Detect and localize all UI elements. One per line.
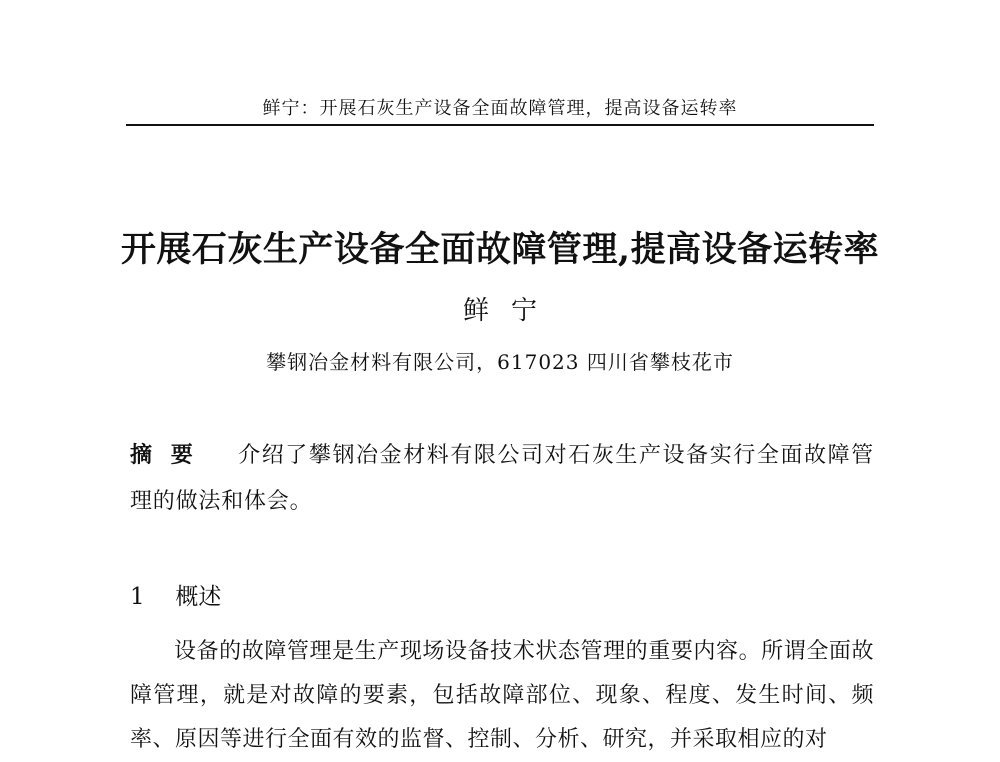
paper-title: 开展石灰生产设备全面故障管理,提高设备运转率 (120, 229, 880, 270)
abstract-text: 介绍了攀钢冶金材料有限公司对石灰生产设备实行全面故障管理的做法和体会。 (130, 443, 874, 514)
author-name: 鲜宁 (462, 296, 559, 326)
section-number: 1 (130, 584, 145, 610)
author-affiliation: 攀钢冶金材料有限公司，617023 四川省攀枝花市 (266, 350, 734, 374)
section-title: 概述 (175, 584, 222, 610)
abstract-label: 摘要 (130, 442, 212, 468)
section-heading (130, 578, 221, 611)
header-rule (126, 124, 874, 126)
body-paragraph: 设备的故障管理是生产现场设备技术状态管理的重要内容。所谓全面故障管理，就是对故障的要素，包括故障部位、现象、程度、发生时间、频率、原因等进行全面有效的监督、控制、分析、研究，并采取相应的对 (130, 639, 874, 752)
running-header: 鲜宁：开展石灰生产设备全面故障管理，提高设备运转率 (262, 98, 738, 119)
abstract (130, 432, 874, 525)
